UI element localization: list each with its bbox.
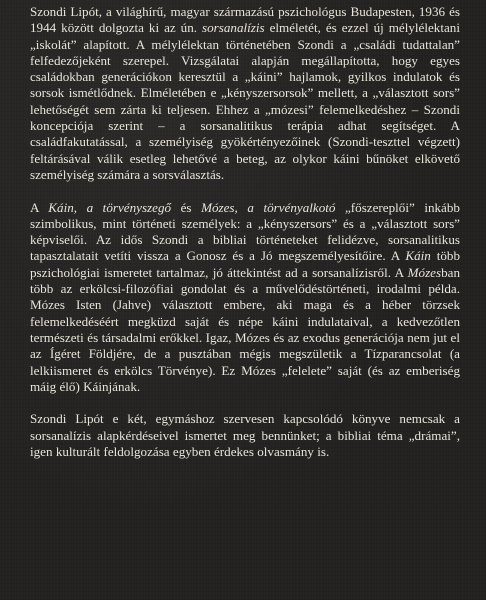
text-run: „főszereplői” inkább szimbolikus, mint történeti személyek: a „kényszersors” és a „választott sors” képviselői. Az idős Szondi a bibliai történeteket felidézve, sorsanalitikus tapasztalatait vetíti vissza a Gonosz és a Jó megszemélyesítőire. A	[30, 199, 460, 264]
paragraph-books	[30, 200, 460, 396]
italic-title-mozes: Mózes, a törvényalkotó	[201, 199, 336, 215]
text-run: több pszichológiai ismeretet tartalmaz, jó áttekintést ad a sorsanalízisről. A	[30, 248, 460, 280]
paragraph-closing	[30, 411, 460, 460]
text-run: ban több az erkölcsi-filozófiai gondolat és a művelődéstörténeti, irodalmi példa. Mózes Isten (Jahve) választott embere, aki maga és a héber törzsek felemelkedéséért megküzd saját és népe káini indulataival, a kedvezőtlen természeti és társadalmi erőkkel. Igaz, Mózes és az exodus generációja nem jut el az Ígéret Földjére, de a pusztában mégis megszületik a Tízparancsolat (a lelkiismeret és erkölcs Törvénye). Ez Mózes „felelete” saját (és az emberiség máig élő) Káinjának.	[30, 264, 460, 394]
text-run: elméletét, és ezzel új mélylélektani „iskolát” alapított. A mélylélektan történetében Szondi a „családi tudattalan” felfedezőjeként szerepel. Vizsgálatai alapján megállapította, hogy egyes családokban generációkon keresztül a „káini” hajlamok, gyilkos indulatok és sorsok ismétlődnek. Elméletében e „kényszersorsok” mellett, a „választott sors” lehetőségét sem zárta ki teljesen. Ehhez a „mózesi” felemelkedéshez – Szondi koncepciója szerint – a sorsanalitikus terápia adhat segítséget. A családfakutatással, a személyiség gyökértényezőinek (Szondi-teszttel végzett) feltárásával válik esetleg lehetővé a beteg, az olykor káini bűnöket elkövető személyiség számára a sorsválasztás.	[30, 20, 460, 182]
text-run: A	[30, 199, 49, 215]
text-run: és	[171, 199, 202, 215]
text-run: Szondi Lipót e két, egymáshoz szervesen kapcsolódó könyve nemcsak a sorsanalízis alapkérdéseivel ismertet meg bennünket; a bibliai téma „drámai”, igen kulturált feldolgozása egyben érdekes olvasmány is.	[30, 411, 460, 460]
text-run: Szondi Lipót, a világhírű, magyar származású pszichológus Budapesten, 1936 és 1944 között dolgozta ki az ún.	[30, 4, 460, 36]
italic-title-kain: Káin, a törvényszegő	[48, 199, 172, 215]
italic-mozes: Mózes	[407, 264, 442, 280]
italic-kain: Káin	[405, 248, 431, 264]
paragraph-intro	[30, 4, 460, 183]
italic-term-sorsanalizis: sorsanalízis	[202, 20, 265, 36]
